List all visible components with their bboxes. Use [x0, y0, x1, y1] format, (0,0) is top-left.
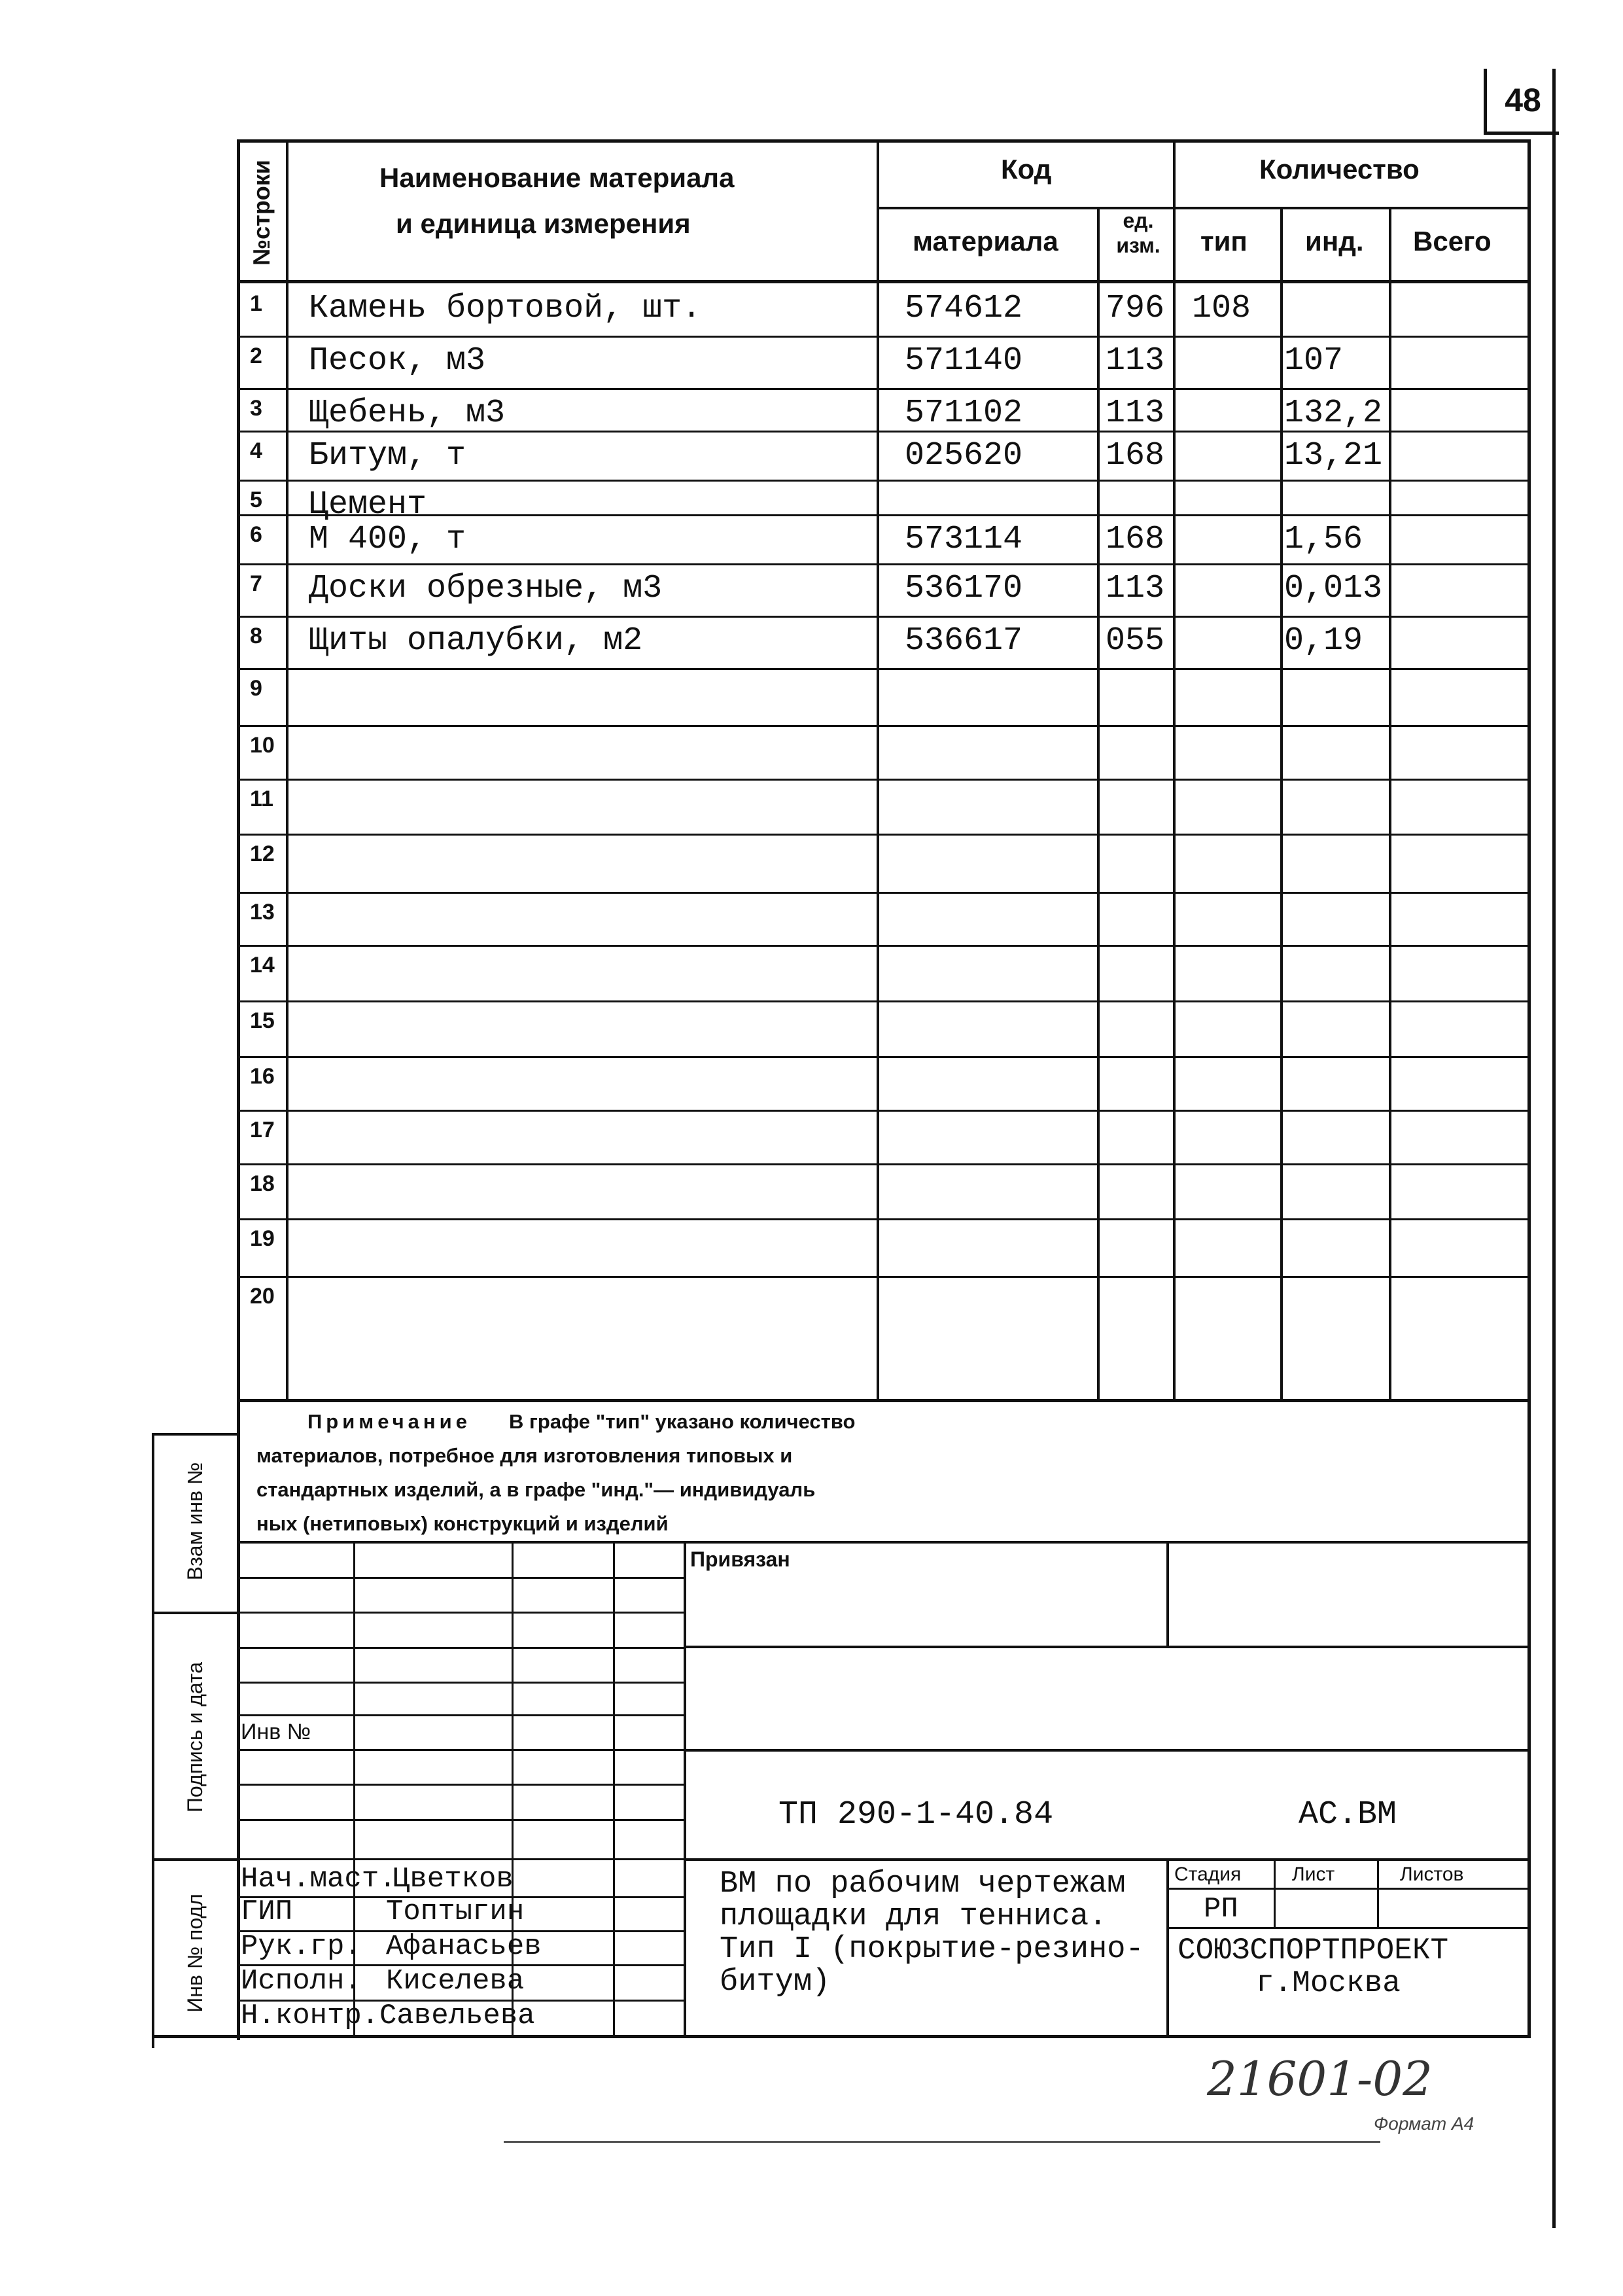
staff-name: Киселева	[386, 1965, 525, 1998]
row-line	[237, 616, 1531, 618]
row-unit: 168	[1106, 521, 1165, 558]
row-number: 9	[250, 676, 262, 701]
row-number: 6	[250, 522, 262, 547]
description-line2: площадки для тенниса.	[720, 1899, 1108, 1934]
row-number: 17	[250, 1118, 275, 1142]
row-line	[237, 668, 1531, 670]
row-ind: 0,013	[1284, 570, 1383, 607]
staff-role: Рук.гр.	[241, 1930, 362, 1963]
row-name: Щебень, м3	[309, 395, 506, 432]
sheet-number: 48	[1484, 69, 1559, 135]
row-number: 12	[250, 841, 275, 866]
row-ind: 0,19	[1284, 622, 1363, 660]
note-line4: ных (нетиповых) конструкций и изделий	[256, 1512, 669, 1535]
row-type: 108	[1192, 290, 1251, 327]
description-line4: битум)	[720, 1965, 831, 2000]
row-unit: 168	[1106, 437, 1165, 474]
row-unit: 113	[1106, 395, 1165, 432]
stage-label: Стадия	[1174, 1863, 1242, 1885]
row-line	[237, 1000, 1531, 1002]
row-number: 18	[250, 1171, 275, 1196]
row-number: 8	[250, 624, 262, 648]
row-name: Цемент	[309, 486, 427, 523]
bottom-line	[504, 2141, 1380, 2143]
title-grid-line	[237, 1714, 684, 1716]
row-ind: 13,21	[1284, 437, 1383, 474]
row-number: 3	[250, 396, 262, 421]
privyazan-label: Привязан	[690, 1547, 790, 1571]
title-grid-line	[237, 1647, 684, 1649]
row-ind: 1,56	[1284, 521, 1363, 558]
org-line2: г.Москва	[1256, 1966, 1401, 2000]
row-number: 15	[250, 1008, 275, 1033]
row-code: 573114	[905, 521, 1023, 558]
row-line	[237, 336, 1531, 338]
note-label: Примечание	[307, 1410, 471, 1433]
title-grid-line	[237, 1819, 684, 1821]
row-line	[237, 1110, 1531, 1112]
handwritten-number: 21601-02	[1207, 2051, 1433, 2106]
row-unit: 055	[1106, 622, 1165, 660]
document-code: ТП 290-1-40.84	[778, 1796, 1054, 1833]
title-grid-line	[237, 1682, 684, 1684]
staff-name: Савельева	[379, 2000, 535, 2032]
description-line3: Тип I (покрытие-резино-	[720, 1932, 1144, 1967]
code-header: Код	[1001, 154, 1052, 185]
type-header: тип	[1200, 226, 1248, 256]
row-line	[237, 779, 1531, 781]
inv-no-label: Инв №	[241, 1720, 311, 1744]
staff-name: Топтыгин	[386, 1896, 525, 1928]
row-line	[237, 892, 1531, 894]
row-line	[237, 725, 1531, 727]
staff-role: ГИП	[241, 1896, 293, 1928]
row-line	[237, 1163, 1531, 1165]
staff-role: Нач.маст.	[241, 1863, 396, 1896]
row-unit: 113	[1106, 342, 1165, 380]
row-name: Битум, т	[309, 437, 466, 474]
title-grid-line	[237, 1749, 684, 1751]
material-header: материала	[913, 226, 1058, 256]
format-label: Формат А4	[1374, 2113, 1475, 2134]
row-number: 16	[250, 1064, 275, 1089]
row-number: 20	[250, 1284, 275, 1309]
row-name: Песок, м3	[309, 342, 486, 380]
row-unit: 796	[1106, 290, 1165, 327]
staff-name: Цветков	[393, 1863, 514, 1896]
staff-name: Афанасьев	[386, 1930, 542, 1963]
row-line	[237, 1056, 1531, 1058]
row-unit: 113	[1106, 570, 1165, 607]
sheets-label: Листов	[1400, 1863, 1464, 1885]
row-line	[237, 945, 1531, 947]
title-grid-line	[237, 1784, 684, 1786]
staff-role: Н.контр.	[241, 2000, 379, 2032]
row-line	[237, 1218, 1531, 1220]
quantity-header: Количество	[1259, 154, 1420, 185]
row-line	[237, 514, 1531, 516]
row-ind: 132,2	[1284, 395, 1383, 432]
row-code: 571140	[905, 342, 1023, 380]
staff-role: Исполн.	[241, 1965, 362, 1998]
row-line	[237, 834, 1531, 836]
right-frame-line	[1552, 69, 1556, 2228]
row-number: 2	[250, 344, 262, 368]
note-line2: материалов, потребное для изготовления типовых и	[256, 1444, 793, 1467]
row-code: 571102	[905, 395, 1023, 432]
stage-value: РП	[1204, 1893, 1238, 1926]
side-label-podl: Инв № подл	[183, 1894, 207, 2013]
sheet-label: Лист	[1292, 1863, 1335, 1885]
note-line3: стандартных изделий, а в графе "инд."— индивидуаль	[256, 1478, 816, 1501]
description-line1: ВМ по рабочим чертежам	[720, 1867, 1126, 1901]
row-line	[237, 563, 1531, 565]
row-line	[237, 1276, 1531, 1278]
name-header-line1: Наименование материала	[379, 162, 735, 193]
sheet-code: АС.ВМ	[1299, 1796, 1397, 1833]
side-label-vzam: Взам инв №	[183, 1462, 207, 1581]
row-name: Щиты опалубки, м2	[309, 622, 643, 660]
row-number: 19	[250, 1226, 275, 1251]
title-grid-line	[237, 1577, 684, 1579]
side-strip-line	[152, 1433, 154, 2048]
row-number: 14	[250, 953, 275, 978]
row-name: Камень бортовой, шт.	[309, 290, 702, 327]
row-code: 574612	[905, 290, 1023, 327]
row-name: Доски обрезные, м3	[309, 570, 663, 607]
title-grid-line	[237, 1612, 684, 1614]
row-number: 11	[250, 786, 273, 811]
side-label-podpis: Подпись и дата	[183, 1661, 207, 1813]
total-header: Всего	[1413, 226, 1492, 256]
row-code: 536170	[905, 570, 1023, 607]
row-number: 13	[250, 900, 275, 925]
row-ind: 107	[1284, 342, 1344, 380]
note-line1: В графе "тип" указано количество	[509, 1410, 856, 1433]
row-code: 025620	[905, 437, 1023, 474]
row-number: 4	[250, 438, 262, 463]
row-number-header: №строки	[248, 160, 275, 266]
title-grid-line	[237, 1858, 684, 1860]
name-header-line2: и единица измерения	[396, 208, 691, 239]
row-number: 10	[250, 733, 275, 758]
unit-header: ед. изм.	[1116, 209, 1161, 257]
row-number: 5	[250, 487, 262, 512]
row-code: 536617	[905, 622, 1023, 660]
ind-header: инд.	[1305, 226, 1364, 256]
row-line	[237, 388, 1531, 390]
row-number: 7	[250, 571, 262, 596]
row-name: М 400, т	[309, 521, 466, 558]
row-number: 1	[250, 291, 262, 316]
row-line	[237, 480, 1531, 482]
org-line1: СОЮЗСПОРТПРОЕКТ	[1178, 1934, 1449, 1968]
